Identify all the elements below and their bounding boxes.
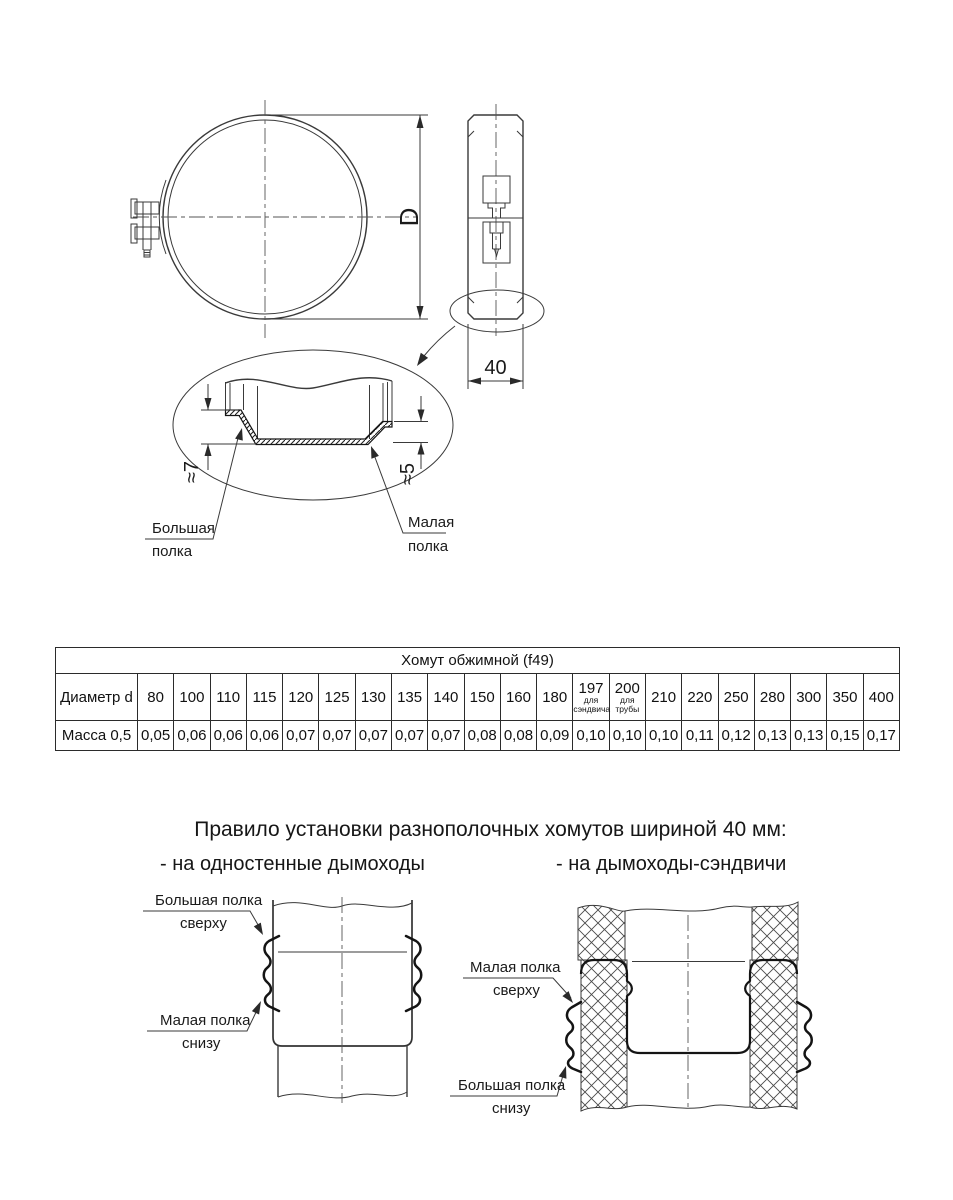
diameter-cell: 160 <box>500 674 536 721</box>
insulation-upper-left <box>578 905 625 960</box>
insulation-lower-left <box>581 960 627 1111</box>
label-small-flange-bottom-2: снизу <box>182 1035 221 1052</box>
bolt-lock <box>131 199 159 257</box>
diameter-cell: 80 <box>138 674 174 721</box>
mass-cell: 0,08 <box>464 721 500 751</box>
mass-cell: 0,07 <box>319 721 355 751</box>
detail-callout <box>450 290 544 332</box>
mass-cell: 0,06 <box>210 721 246 751</box>
mass-cell: 0,10 <box>573 721 609 751</box>
mass-cell: 0,12 <box>718 721 754 751</box>
big-flange-label-1: Большая <box>152 520 215 537</box>
big-flange-callout <box>145 428 243 560</box>
mass-cell: 0,07 <box>391 721 427 751</box>
rules-title: Правило установки разнополочных хомутов шириной 40 мм: <box>194 818 787 841</box>
sandwich-top-callout <box>463 959 573 1003</box>
width-label: 40 <box>484 357 507 379</box>
mass-cell: 0,08 <box>500 721 536 751</box>
mass-cell: 0,05 <box>138 721 174 751</box>
rules-left-heading: - на одностенные дымоходы <box>160 853 425 875</box>
clamp-profile-left <box>566 1002 581 1072</box>
diameter-dimension <box>267 115 428 319</box>
mass-cell: 0,06 <box>246 721 282 751</box>
diameter-cell: 210 <box>645 674 681 721</box>
big-flange-height: ≈7 <box>181 460 203 484</box>
label-big-flange-bottom: Большая полка <box>458 1077 566 1094</box>
mass-cell: 0,09 <box>537 721 573 751</box>
mass-cell: 0,07 <box>428 721 464 751</box>
small-flange-label-1: Малая <box>408 514 455 531</box>
insulation-lower-right <box>750 960 797 1109</box>
small-flange-label-2: полка <box>408 538 449 555</box>
diameter-cell: 250 <box>718 674 754 721</box>
diameter-cell: 300 <box>791 674 827 721</box>
clamp-profile-right <box>406 936 421 1011</box>
diameter-cell: 280 <box>754 674 790 721</box>
mass-cell: 0,07 <box>355 721 391 751</box>
mass-cell: 0,15 <box>827 721 863 751</box>
diameter-cell: 220 <box>682 674 718 721</box>
label-big-flange-top: Большая полка <box>155 892 263 909</box>
side-view <box>417 104 544 389</box>
clamp-profile-right <box>797 1002 812 1072</box>
front-view <box>131 100 428 338</box>
clamp-spec-table <box>55 647 900 751</box>
table-diameter-row <box>56 674 900 721</box>
mass-row-label: Масса 0,5 <box>56 721 138 751</box>
label-big-flange-bottom-2: снизу <box>492 1100 531 1117</box>
mass-cell: 0,13 <box>754 721 790 751</box>
rules-right-heading: - на дымоходы-сэндвичи <box>556 853 787 875</box>
mass-cell: 0,06 <box>174 721 210 751</box>
diameter-cell: 110 <box>210 674 246 721</box>
mass-cell: 0,10 <box>645 721 681 751</box>
small-flange-height: ≈5 <box>397 462 419 486</box>
label-small-flange-top: Малая полка <box>470 959 561 976</box>
diameter-cell: 197 для сэндвича <box>573 674 609 721</box>
small-flange-callout <box>371 446 454 555</box>
detail-view <box>145 350 454 560</box>
bolt-lock-side <box>483 176 510 263</box>
diameter-cell: 180 <box>537 674 573 721</box>
mass-cell: 0,13 <box>791 721 827 751</box>
installation-diagrams <box>0 880 953 1200</box>
insulation-upper-right <box>752 902 798 960</box>
diameter-cell: 135 <box>391 674 427 721</box>
diameter-label: D <box>394 207 424 227</box>
mass-cell: 0,11 <box>682 721 718 751</box>
mass-cell: 0,10 <box>609 721 645 751</box>
single-wall-diagram <box>143 892 421 1103</box>
width-dimension <box>468 324 523 389</box>
table-title: Хомут обжимной (f49) <box>56 648 900 674</box>
mass-cell: 0,17 <box>863 721 899 751</box>
single-wall-bottom-callout <box>147 1001 261 1052</box>
diameter-cell: 150 <box>464 674 500 721</box>
diameter-cell: 115 <box>246 674 282 721</box>
big-flange-label-2: полка <box>152 543 193 560</box>
diameter-cell: 140 <box>428 674 464 721</box>
big-flange-dimension <box>181 384 256 483</box>
diameter-row-label: Диаметр d <box>56 674 138 721</box>
diameter-cell: 400 <box>863 674 899 721</box>
diameter-cell: 350 <box>827 674 863 721</box>
single-wall-top-callout <box>143 892 263 935</box>
label-big-flange-top-2: сверху <box>180 915 227 932</box>
label-small-flange-bottom: Малая полка <box>160 1012 251 1029</box>
diameter-cell: 125 <box>319 674 355 721</box>
diameter-cell: 120 <box>283 674 319 721</box>
diameter-cell: 130 <box>355 674 391 721</box>
clamp-profile-left <box>264 936 279 1011</box>
label-small-flange-top-2: сверху <box>493 982 540 999</box>
table-mass-row <box>56 721 900 751</box>
mass-cell: 0,07 <box>283 721 319 751</box>
callout-arrow <box>417 353 428 366</box>
sandwich-bottom-callout <box>450 1066 566 1117</box>
sheet-section <box>226 410 393 445</box>
sandwich-diagram <box>450 902 812 1117</box>
diameter-cell: 200 для трубы <box>609 674 645 721</box>
diameter-cell: 100 <box>174 674 210 721</box>
spec-table-wrap <box>55 647 900 751</box>
